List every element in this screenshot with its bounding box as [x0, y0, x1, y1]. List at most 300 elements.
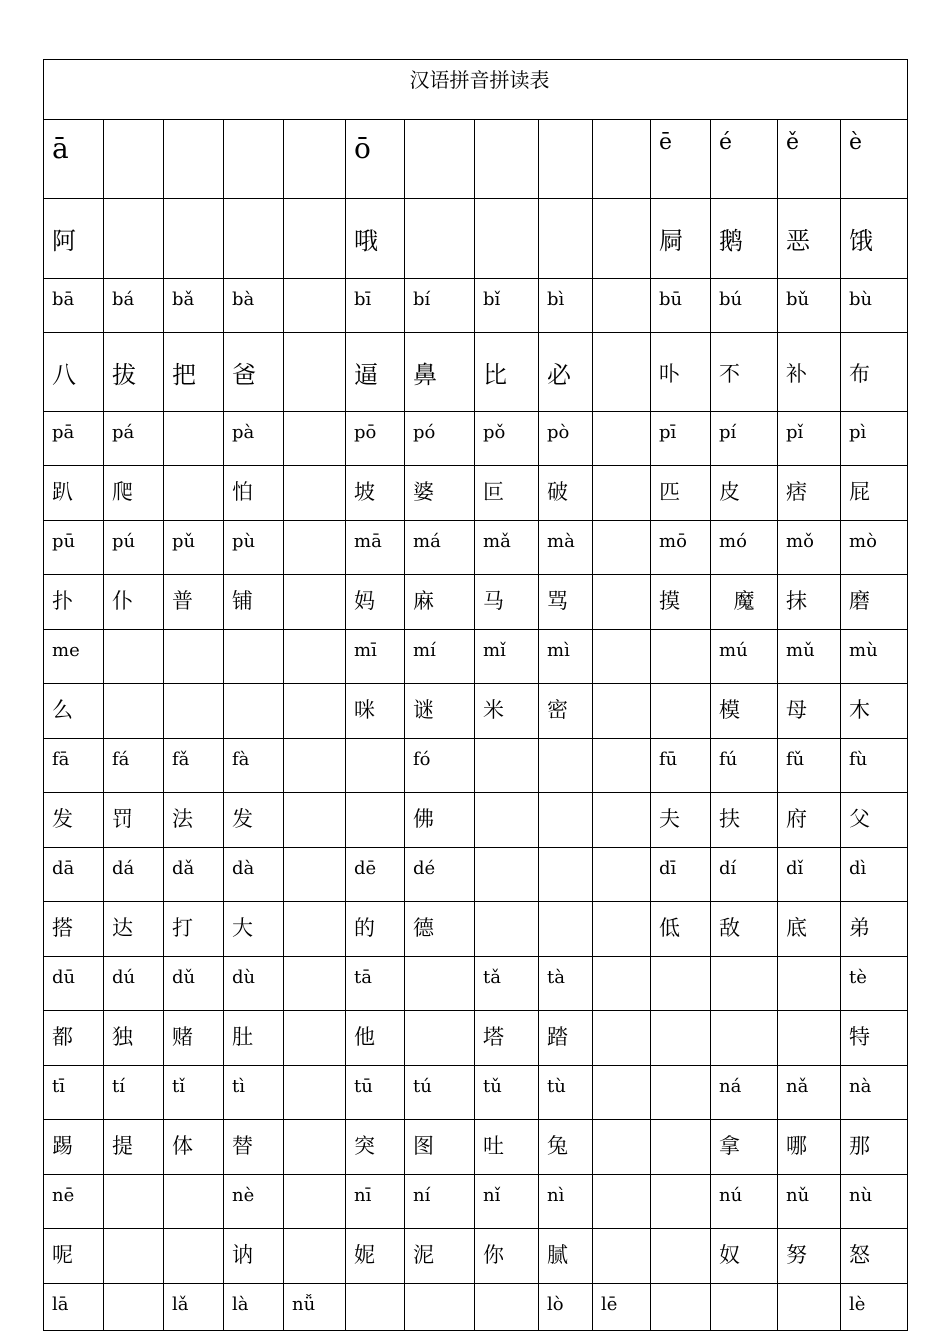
- hanzi-cell: 哦: [346, 199, 405, 279]
- hanzi-cell: 发: [44, 793, 104, 848]
- hanzi-cell: 泥: [405, 1229, 475, 1284]
- hanzi-cell: 妈: [346, 575, 405, 630]
- hanzi-cell: [593, 466, 651, 521]
- pinyin-cell: [711, 957, 778, 1011]
- hanzi-cell: [164, 1229, 224, 1284]
- pinyin-cell: [104, 1284, 164, 1331]
- pinyin-cell: lē: [593, 1284, 651, 1331]
- pinyin-cell: è: [841, 120, 908, 199]
- hanzi-cell: 咪: [346, 684, 405, 739]
- table-title: 汉语拼音拼读表: [44, 60, 908, 120]
- pinyin-cell: fǎ: [164, 739, 224, 793]
- hanzi-cell: [164, 466, 224, 521]
- hanzi-row: [44, 1229, 908, 1284]
- pinyin-cell: [284, 957, 346, 1011]
- hanzi-cell: 扑: [44, 575, 104, 630]
- hanzi-cell: 吐: [475, 1120, 539, 1175]
- pinyin-cell: mí: [405, 630, 475, 684]
- hanzi-cell: 拿: [711, 1120, 778, 1175]
- pinyin-cell: mǒ: [778, 521, 841, 575]
- hanzi-cell: [284, 199, 346, 279]
- pinyin-cell: nǎ: [778, 1066, 841, 1120]
- hanzi-cell: [711, 1011, 778, 1066]
- pinyin-cell: [405, 120, 475, 199]
- hanzi-cell: 铺: [224, 575, 284, 630]
- hanzi-cell: 布: [841, 333, 908, 412]
- hanzi-cell: 体: [164, 1120, 224, 1175]
- hanzi-cell: 怕: [224, 466, 284, 521]
- hanzi-cell: [593, 333, 651, 412]
- pinyin-cell: bù: [841, 279, 908, 333]
- hanzi-cell: [284, 902, 346, 957]
- pinyin-cell: nǚ: [284, 1284, 346, 1331]
- hanzi-cell: 兔: [539, 1120, 593, 1175]
- hanzi-cell: [593, 199, 651, 279]
- hanzi-cell: 讷: [224, 1229, 284, 1284]
- hanzi-cell: 的: [346, 902, 405, 957]
- pinyin-cell: [475, 739, 539, 793]
- hanzi-cell: [284, 793, 346, 848]
- hanzi-cell: [224, 199, 284, 279]
- pinyin-cell: [284, 630, 346, 684]
- hanzi-cell: 佛: [405, 793, 475, 848]
- pinyin-cell: mǔ: [778, 630, 841, 684]
- hanzi-row: [44, 466, 908, 521]
- pinyin-row: [44, 957, 908, 1011]
- hanzi-cell: 提: [104, 1120, 164, 1175]
- pinyin-cell: mò: [841, 521, 908, 575]
- hanzi-cell: 么: [44, 684, 104, 739]
- hanzi-cell: 夫: [651, 793, 711, 848]
- pinyin-reading-table: [43, 59, 908, 1331]
- pinyin-cell: [475, 848, 539, 902]
- pinyin-cell: mǐ: [475, 630, 539, 684]
- pinyin-cell: dǎ: [164, 848, 224, 902]
- hanzi-cell: 替: [224, 1120, 284, 1175]
- pinyin-cell: pò: [539, 412, 593, 466]
- pinyin-cell: [593, 279, 651, 333]
- hanzi-cell: [651, 684, 711, 739]
- hanzi-cell: 摸: [651, 575, 711, 630]
- pinyin-cell: tǐ: [164, 1066, 224, 1120]
- pinyin-cell: [405, 1284, 475, 1331]
- pinyin-row: [44, 1066, 908, 1120]
- pinyin-cell: pà: [224, 412, 284, 466]
- pinyin-row: [44, 120, 908, 199]
- hanzi-cell: [539, 902, 593, 957]
- pinyin-cell: fū: [651, 739, 711, 793]
- pinyin-cell: [284, 279, 346, 333]
- hanzi-cell: 米: [475, 684, 539, 739]
- hanzi-cell: [284, 684, 346, 739]
- hanzi-cell: 腻: [539, 1229, 593, 1284]
- hanzi-row: [44, 1120, 908, 1175]
- pinyin-cell: pó: [405, 412, 475, 466]
- pinyin-cell: dǔ: [164, 957, 224, 1011]
- hanzi-cell: 把: [164, 333, 224, 412]
- hanzi-cell: [284, 1120, 346, 1175]
- hanzi-cell: 婆: [405, 466, 475, 521]
- hanzi-cell: [284, 466, 346, 521]
- hanzi-cell: [539, 199, 593, 279]
- pinyin-cell: mà: [539, 521, 593, 575]
- pinyin-cell: [778, 1284, 841, 1331]
- pinyin-cell: [539, 120, 593, 199]
- pinyin-cell: bǔ: [778, 279, 841, 333]
- hanzi-cell: 呢: [44, 1229, 104, 1284]
- pinyin-cell: lò: [539, 1284, 593, 1331]
- pinyin-cell: bǐ: [475, 279, 539, 333]
- pinyin-cell: dē: [346, 848, 405, 902]
- hanzi-cell: [593, 575, 651, 630]
- hanzi-cell: 密: [539, 684, 593, 739]
- hanzi-cell: 普: [164, 575, 224, 630]
- hanzi-cell: 达: [104, 902, 164, 957]
- pinyin-cell: dá: [104, 848, 164, 902]
- pinyin-cell: [593, 120, 651, 199]
- hanzi-row: [44, 684, 908, 739]
- pinyin-cell: [405, 957, 475, 1011]
- pinyin-cell: tí: [104, 1066, 164, 1120]
- pinyin-table-sheet: [43, 59, 907, 1331]
- pinyin-cell: [651, 1175, 711, 1229]
- pinyin-cell: nǔ: [778, 1175, 841, 1229]
- pinyin-cell: bā: [44, 279, 104, 333]
- pinyin-cell: [284, 120, 346, 199]
- pinyin-cell: [593, 848, 651, 902]
- pinyin-cell: má: [405, 521, 475, 575]
- pinyin-cell: pō: [346, 412, 405, 466]
- hanzi-cell: 屙: [651, 199, 711, 279]
- hanzi-cell: [405, 199, 475, 279]
- pinyin-cell: dǐ: [778, 848, 841, 902]
- hanzi-cell: [593, 793, 651, 848]
- pinyin-cell: fú: [711, 739, 778, 793]
- pinyin-cell: là: [224, 1284, 284, 1331]
- pinyin-cell: lā: [44, 1284, 104, 1331]
- hanzi-row: [44, 793, 908, 848]
- hanzi-cell: 仆: [104, 575, 164, 630]
- pinyin-cell: [284, 412, 346, 466]
- hanzi-cell: [475, 199, 539, 279]
- hanzi-cell: 马: [475, 575, 539, 630]
- pinyin-cell: pí: [711, 412, 778, 466]
- hanzi-cell: [778, 1011, 841, 1066]
- hanzi-cell: 爬: [104, 466, 164, 521]
- hanzi-cell: 鼻: [405, 333, 475, 412]
- pinyin-cell: dà: [224, 848, 284, 902]
- pinyin-cell: [778, 957, 841, 1011]
- hanzi-cell: 拔: [104, 333, 164, 412]
- hanzi-cell: [346, 793, 405, 848]
- pinyin-cell: [593, 521, 651, 575]
- hanzi-cell: 独: [104, 1011, 164, 1066]
- hanzi-cell: 突: [346, 1120, 405, 1175]
- pinyin-cell: pā: [44, 412, 104, 466]
- hanzi-cell: 比: [475, 333, 539, 412]
- pinyin-cell: pǔ: [164, 521, 224, 575]
- pinyin-cell: nē: [44, 1175, 104, 1229]
- pinyin-cell: mǎ: [475, 521, 539, 575]
- pinyin-cell: [711, 1284, 778, 1331]
- hanzi-cell: 低: [651, 902, 711, 957]
- pinyin-cell: pǒ: [475, 412, 539, 466]
- hanzi-cell: 不: [711, 333, 778, 412]
- hanzi-cell: [284, 1229, 346, 1284]
- pinyin-cell: [593, 412, 651, 466]
- pinyin-cell: lè: [841, 1284, 908, 1331]
- hanzi-cell: 打: [164, 902, 224, 957]
- pinyin-cell: [164, 120, 224, 199]
- hanzi-row: [44, 902, 908, 957]
- pinyin-cell: nǐ: [475, 1175, 539, 1229]
- pinyin-cell: pī: [651, 412, 711, 466]
- pinyin-cell: bì: [539, 279, 593, 333]
- hanzi-cell: 奴: [711, 1229, 778, 1284]
- hanzi-cell: 塔: [475, 1011, 539, 1066]
- pinyin-cell: bǎ: [164, 279, 224, 333]
- pinyin-cell: nà: [841, 1066, 908, 1120]
- hanzi-cell: [593, 1120, 651, 1175]
- hanzi-cell: [405, 1011, 475, 1066]
- pinyin-cell: tù: [539, 1066, 593, 1120]
- hanzi-cell: 必: [539, 333, 593, 412]
- pinyin-cell: [164, 630, 224, 684]
- hanzi-row: [44, 575, 908, 630]
- pinyin-cell: pì: [841, 412, 908, 466]
- pinyin-cell: dū: [44, 957, 104, 1011]
- pinyin-cell: nè: [224, 1175, 284, 1229]
- pinyin-cell: tǔ: [475, 1066, 539, 1120]
- pinyin-cell: tǎ: [475, 957, 539, 1011]
- pinyin-cell: me: [44, 630, 104, 684]
- hanzi-row: [44, 199, 908, 279]
- hanzi-cell: 阿: [44, 199, 104, 279]
- pinyin-cell: dā: [44, 848, 104, 902]
- pinyin-cell: [593, 630, 651, 684]
- hanzi-cell: [593, 1011, 651, 1066]
- hanzi-cell: 爸: [224, 333, 284, 412]
- pinyin-cell: fǔ: [778, 739, 841, 793]
- pinyin-cell: fá: [104, 739, 164, 793]
- pinyin-row: [44, 739, 908, 793]
- hanzi-cell: [593, 1229, 651, 1284]
- hanzi-cell: 特: [841, 1011, 908, 1066]
- hanzi-cell: [104, 684, 164, 739]
- pinyin-cell: tū: [346, 1066, 405, 1120]
- pinyin-cell: mī: [346, 630, 405, 684]
- hanzi-cell: 踢: [44, 1120, 104, 1175]
- hanzi-cell: [651, 1229, 711, 1284]
- pinyin-cell: bà: [224, 279, 284, 333]
- pinyin-cell: tā: [346, 957, 405, 1011]
- hanzi-cell: 图: [405, 1120, 475, 1175]
- pinyin-cell: [284, 739, 346, 793]
- pinyin-cell: bī: [346, 279, 405, 333]
- pinyin-cell: dé: [405, 848, 475, 902]
- pinyin-cell: ō: [346, 120, 405, 199]
- hanzi-cell: 痞: [778, 466, 841, 521]
- hanzi-cell: 破: [539, 466, 593, 521]
- pinyin-cell: [539, 848, 593, 902]
- pinyin-cell: dì: [841, 848, 908, 902]
- pinyin-cell: mù: [841, 630, 908, 684]
- pinyin-row: [44, 1175, 908, 1229]
- hanzi-cell: [593, 902, 651, 957]
- pinyin-cell: ná: [711, 1066, 778, 1120]
- hanzi-cell: [284, 575, 346, 630]
- pinyin-cell: ā: [44, 120, 104, 199]
- pinyin-cell: [593, 1066, 651, 1120]
- pinyin-cell: [346, 739, 405, 793]
- hanzi-cell: 德: [405, 902, 475, 957]
- hanzi-cell: 谜: [405, 684, 475, 739]
- hanzi-cell: [104, 199, 164, 279]
- pinyin-cell: pū: [44, 521, 104, 575]
- pinyin-cell: mā: [346, 521, 405, 575]
- pinyin-cell: [475, 1284, 539, 1331]
- pinyin-cell: fó: [405, 739, 475, 793]
- pinyin-row: [44, 848, 908, 902]
- hanzi-cell: 魔: [711, 575, 778, 630]
- pinyin-cell: mì: [539, 630, 593, 684]
- pinyin-cell: pú: [104, 521, 164, 575]
- hanzi-cell: 八: [44, 333, 104, 412]
- hanzi-cell: 搭: [44, 902, 104, 957]
- hanzi-cell: 府: [778, 793, 841, 848]
- pinyin-cell: tì: [224, 1066, 284, 1120]
- pinyin-cell: [651, 957, 711, 1011]
- pinyin-cell: bá: [104, 279, 164, 333]
- pinyin-cell: [104, 630, 164, 684]
- pinyin-cell: nù: [841, 1175, 908, 1229]
- hanzi-cell: [651, 1011, 711, 1066]
- pinyin-cell: [539, 739, 593, 793]
- hanzi-cell: [284, 333, 346, 412]
- pinyin-cell: [651, 1066, 711, 1120]
- hanzi-cell: 骂: [539, 575, 593, 630]
- pinyin-cell: pǐ: [778, 412, 841, 466]
- hanzi-cell: 麻: [405, 575, 475, 630]
- pinyin-cell: [593, 739, 651, 793]
- hanzi-cell: 补: [778, 333, 841, 412]
- pinyin-cell: bí: [405, 279, 475, 333]
- hanzi-cell: 哪: [778, 1120, 841, 1175]
- pinyin-cell: fù: [841, 739, 908, 793]
- pinyin-cell: [284, 1066, 346, 1120]
- hanzi-cell: 发: [224, 793, 284, 848]
- pinyin-cell: ē: [651, 120, 711, 199]
- pinyin-cell: tú: [405, 1066, 475, 1120]
- hanzi-cell: 木: [841, 684, 908, 739]
- hanzi-cell: [475, 793, 539, 848]
- pinyin-cell: nú: [711, 1175, 778, 1229]
- hanzi-cell: 饿: [841, 199, 908, 279]
- hanzi-cell: 恶: [778, 199, 841, 279]
- hanzi-cell: [164, 684, 224, 739]
- pinyin-cell: fà: [224, 739, 284, 793]
- hanzi-cell: 皮: [711, 466, 778, 521]
- pinyin-cell: dú: [104, 957, 164, 1011]
- hanzi-cell: 匹: [651, 466, 711, 521]
- hanzi-cell: 叵: [475, 466, 539, 521]
- hanzi-cell: 肚: [224, 1011, 284, 1066]
- hanzi-cell: 鹅: [711, 199, 778, 279]
- pinyin-cell: [475, 120, 539, 199]
- hanzi-cell: 逼: [346, 333, 405, 412]
- pinyin-cell: [284, 521, 346, 575]
- pinyin-cell: [164, 412, 224, 466]
- pinyin-cell: ní: [405, 1175, 475, 1229]
- pinyin-cell: [164, 1175, 224, 1229]
- hanzi-cell: 敌: [711, 902, 778, 957]
- hanzi-cell: 他: [346, 1011, 405, 1066]
- hanzi-cell: 模: [711, 684, 778, 739]
- pinyin-cell: [651, 630, 711, 684]
- pinyin-row: [44, 412, 908, 466]
- hanzi-cell: 底: [778, 902, 841, 957]
- pinyin-cell: tà: [539, 957, 593, 1011]
- hanzi-cell: [284, 1011, 346, 1066]
- pinyin-cell: bú: [711, 279, 778, 333]
- pinyin-cell: mō: [651, 521, 711, 575]
- hanzi-cell: 卟: [651, 333, 711, 412]
- hanzi-cell: [475, 902, 539, 957]
- hanzi-cell: 抹: [778, 575, 841, 630]
- pinyin-cell: pù: [224, 521, 284, 575]
- hanzi-cell: 扶: [711, 793, 778, 848]
- pinyin-cell: [593, 1175, 651, 1229]
- hanzi-cell: [224, 684, 284, 739]
- hanzi-cell: 父: [841, 793, 908, 848]
- hanzi-cell: 趴: [44, 466, 104, 521]
- title-row: [44, 60, 908, 120]
- hanzi-cell: [593, 684, 651, 739]
- pinyin-cell: [104, 1175, 164, 1229]
- pinyin-cell: [284, 848, 346, 902]
- pinyin-cell: nī: [346, 1175, 405, 1229]
- hanzi-cell: [104, 1229, 164, 1284]
- pinyin-cell: fā: [44, 739, 104, 793]
- pinyin-cell: bū: [651, 279, 711, 333]
- hanzi-cell: 坡: [346, 466, 405, 521]
- hanzi-cell: 磨: [841, 575, 908, 630]
- pinyin-cell: tè: [841, 957, 908, 1011]
- pinyin-cell: lǎ: [164, 1284, 224, 1331]
- hanzi-cell: 赌: [164, 1011, 224, 1066]
- pinyin-row: [44, 630, 908, 684]
- pinyin-cell: dī: [651, 848, 711, 902]
- hanzi-cell: 法: [164, 793, 224, 848]
- pinyin-cell: [224, 120, 284, 199]
- pinyin-cell: ě: [778, 120, 841, 199]
- pinyin-cell: [346, 1284, 405, 1331]
- pinyin-cell: pá: [104, 412, 164, 466]
- hanzi-cell: 弟: [841, 902, 908, 957]
- pinyin-cell: [593, 957, 651, 1011]
- pinyin-row: [44, 279, 908, 333]
- pinyin-cell: tī: [44, 1066, 104, 1120]
- pinyin-cell: [104, 120, 164, 199]
- pinyin-row: [44, 1284, 908, 1331]
- hanzi-cell: 踏: [539, 1011, 593, 1066]
- pinyin-cell: é: [711, 120, 778, 199]
- pinyin-cell: nì: [539, 1175, 593, 1229]
- hanzi-cell: 罚: [104, 793, 164, 848]
- hanzi-row: [44, 333, 908, 412]
- pinyin-cell: dí: [711, 848, 778, 902]
- hanzi-cell: 那: [841, 1120, 908, 1175]
